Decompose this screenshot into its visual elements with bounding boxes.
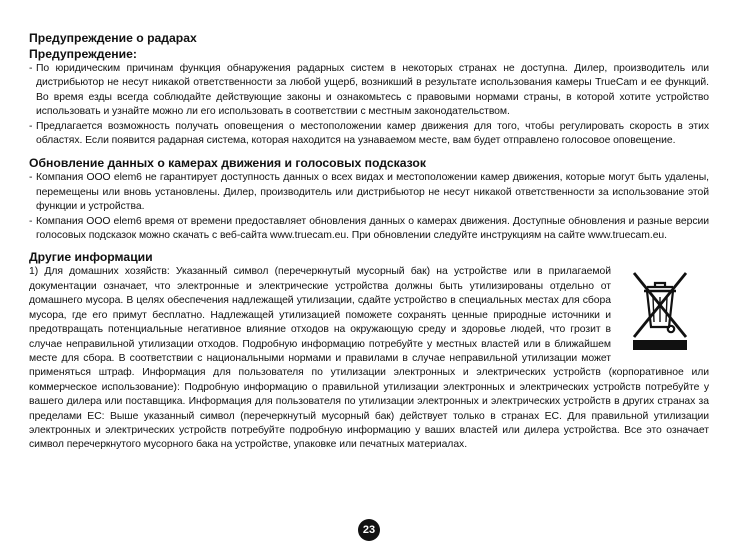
list-item xyxy=(29,120,709,149)
radar-section-title: Предупреждение о радарах xyxy=(29,31,197,45)
radar-warning-subtitle: Предупреждение: xyxy=(29,47,137,61)
weee-symbol-box xyxy=(617,267,709,353)
list-marker: - xyxy=(29,215,33,227)
list-marker: - xyxy=(29,63,33,74)
other-section-text: 1) Для домашних хозяйств: Указанный символ (перечеркнутый мусорный бак) на устройстве или в прилагаемой документации означает, что электронные и электрические устройства должны быть утилизированы отдельно от домашнего мусора. В целях обеспечения надлежащей утилизации, сдайте устройство в специальных местах для сбора мусора, где его примут бесплатно. Надлежащей утилизацией поможете сохранять ценные природные источники и предотвращать потенциальные негативное влияние отходов на окружающую среду и здоровье людей, что грозит в случае неправильной утилизации отходов. Подробную информацию потребуйте у местных властей или в ближайшем месте для сбора. В соответствии с национальными нормами и правилами в случае неправильной утилизации может применяться штраф. Информация для пользователя по утилизации электронных и электрических устройств (корпоративное или коммерческое использование): Подробную информацию о правильной утилизации электронных и электрических устройств потребуйте у вашего дилера или поставщика. Информация для пользователя по утилизации электронных и электрических устройств в других странах за пределами ЕС: Выше указанный символ (перечеркнутый мусорный бак) действует только в странах ЕС. Для правильной утилизации электронных и электрических устройств потребуйте подробную информацию у ваших властей или дилера устройства. Все это означает символ перечеркнутого мусорного бака на устройстве, упаковке или печатных материалах. xyxy=(29,266,709,451)
list-marker: - xyxy=(29,172,33,184)
page-number: 23 xyxy=(358,519,380,541)
section-spacer xyxy=(29,148,709,155)
radar-item-1-text: По юридическим причинам функция обнаружения радарных систем в некоторых странах не доступна. Дилер, производитель или дистрибьютор не несут никакой ответственности за любой ущерб, возникший в результате использования камеры TrueCam и ее функций. Во время езды всегда соблюдайте действующие законы и ознакомьтесь с правовыми нормами страны, в которой хотите устройство использовать и узнайте можно ли его использовать в соответствии с местным законодательством. xyxy=(36,63,709,118)
document-page xyxy=(29,30,709,453)
list-marker: - xyxy=(29,120,33,132)
updates-item-1-text: Компания ООО elem6 не гарантирует доступность данных о всех видах и местоположении камер движения, которые могут быть удалены, перемещены или вновь установлены. Дилер, производитель или дистрибьютор не несут никакой ответственности за использование этой функции и устройства. xyxy=(36,172,709,213)
list-item xyxy=(29,171,709,214)
updates-item-2-text: Компания ООО elem6 время от времени предоставляет обновления данных о камерах движения. Доступные обновления и разные версии голосовых подсказок можно скачать с веб-сайта www.truecam.eu. При обновлении следуйте инструкциям на сайте www.truecam.eu. xyxy=(36,215,709,242)
updates-section-title: Обновление данных о камерах движения и голосовых подсказок xyxy=(29,156,426,171)
crossed-out-wheelie-bin-icon xyxy=(625,267,695,353)
list-item xyxy=(29,215,709,244)
list-item xyxy=(29,62,709,120)
other-section-title: Другие информации xyxy=(29,250,153,265)
radar-item-2-text: Предлагается возможность получать оповещения о местоположении камер движения для того, чтобы регулировать скорость в этих областях. Если появится радарная система, которая находится на узнаваемом месте, вам будет отправлено голосовое оповещение. xyxy=(36,120,709,147)
